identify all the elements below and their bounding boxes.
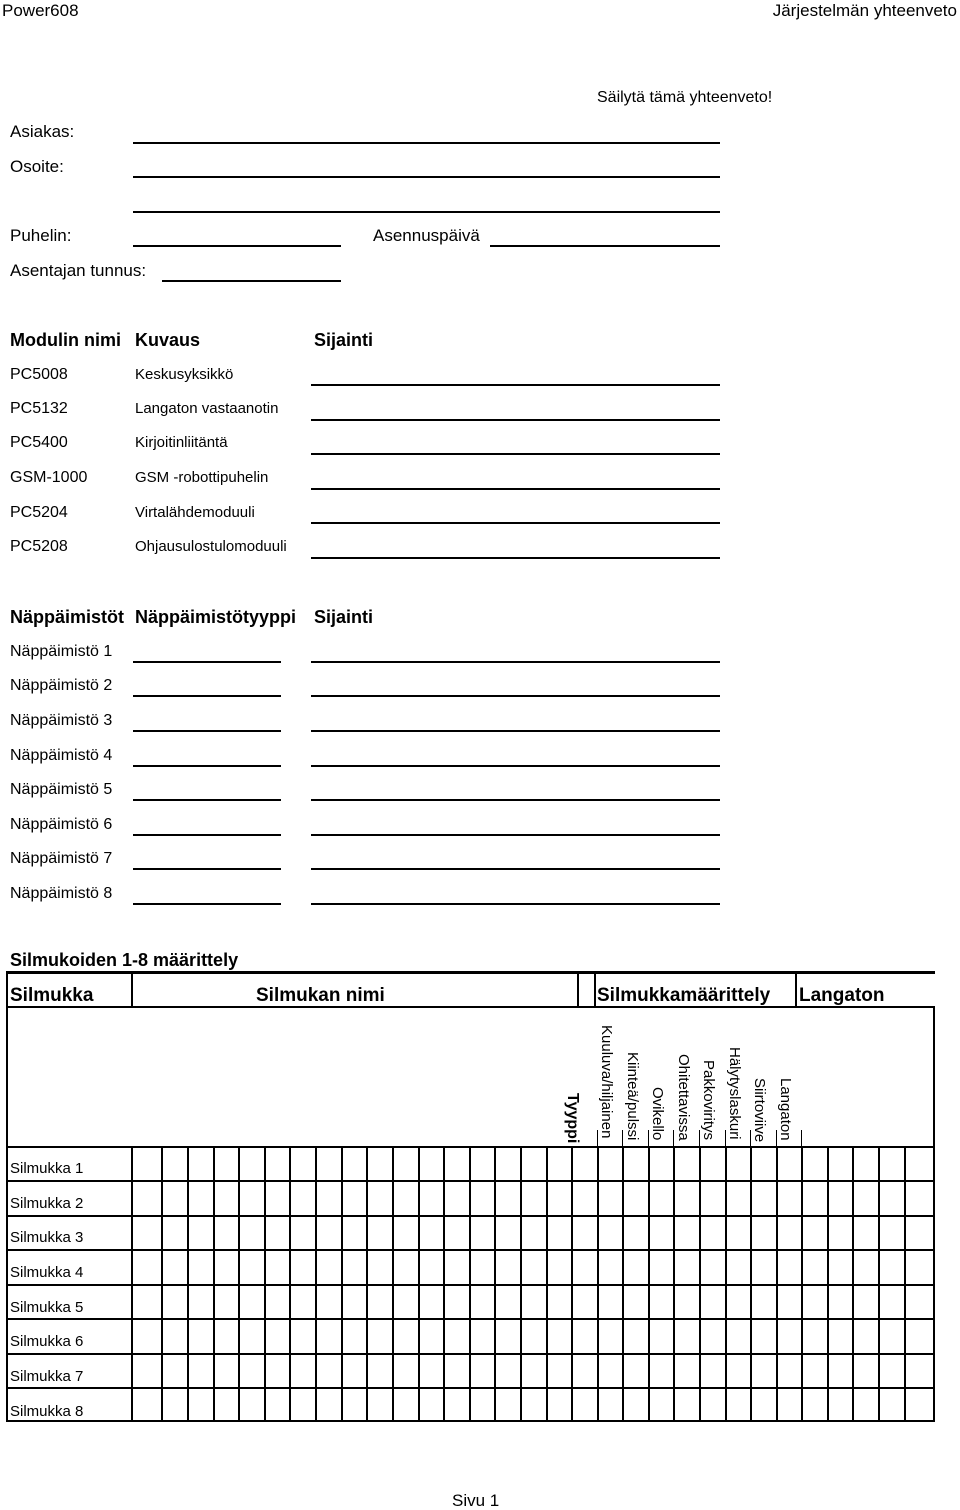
col-header-swinger: Hälytyslaskuri [726,1047,743,1140]
phone-field[interactable] [133,245,341,247]
zones-table-right-border [933,1006,935,1422]
header-column-divider [801,1130,802,1146]
keypad-location-field[interactable] [311,730,720,732]
zone-column-divider [187,1146,189,1422]
zone-column-divider [469,1146,471,1422]
zone-column-divider [878,1146,880,1422]
zone-label: Silmukka 3 [10,1229,84,1246]
keypad-label: Näppäimistö 2 [10,677,113,694]
zones-header-definition: Silmukkamäärittely [597,985,771,1006]
keypad-location-field[interactable] [311,903,720,905]
zone-column-divider [827,1146,829,1422]
keypad-type-field[interactable] [133,834,281,836]
zones-header-separator [577,971,579,1007]
zone-column-divider [801,1146,803,1422]
col-header-bypassable: Ohitettavissa [675,1054,692,1141]
zone-column-divider [238,1146,240,1422]
module-name: GSM-1000 [10,469,88,486]
keypads-header-location: Sijainti [314,607,374,627]
header-column-divider [776,1130,777,1146]
header-column-divider [648,1130,649,1146]
keypad-type-field[interactable] [133,868,281,870]
keep-summary-note: Säilytä tämä yhteenveto! [597,89,773,106]
page-number: Sivu 1 [452,1491,500,1510]
zone-column-divider [289,1146,291,1422]
zones-title: Silmukoiden 1-8 määrittely [10,950,239,970]
installer-field[interactable] [162,280,341,282]
zone-column-divider [161,1146,163,1422]
keypad-label: Näppäimistö 6 [10,816,113,833]
keypad-label: Näppäimistö 8 [10,885,113,902]
module-desc: Langaton vastaanotin [135,400,279,417]
zones-header-separator [795,971,797,1007]
keypad-type-field[interactable] [133,730,281,732]
col-header-transmission-delay: Siirtoviive [751,1078,768,1143]
keypads-header-type: Näppäimistötyyppi [135,607,297,627]
col-header-steady-pulsed: Kiinteä/pulssi [624,1052,641,1141]
keypad-location-field[interactable] [311,695,720,697]
header-column-divider [750,1130,751,1146]
address-field-2[interactable] [133,211,720,213]
zone-column-divider [571,1146,573,1422]
zone-column-divider [904,1146,906,1422]
zone-column-divider [648,1146,650,1422]
module-desc: Virtalähdemoduuli [135,504,255,521]
keypad-location-field[interactable] [311,765,720,767]
module-desc: Kirjoitinliitäntä [135,434,228,451]
zone-column-divider [750,1146,752,1422]
module-location-field[interactable] [311,557,720,559]
module-location-field[interactable] [311,522,720,524]
module-location-field[interactable] [311,384,720,386]
header-column-divider [673,1130,674,1146]
zones-header-zone: Silmukka [10,985,94,1006]
zones-header-name: Silmukan nimi [256,985,385,1006]
module-desc: Keskusyksikkö [135,366,234,383]
module-name: PC5208 [10,538,68,555]
zone-column-divider [213,1146,215,1422]
module-name: PC5008 [10,366,68,383]
header-right: Järjestelmän yhteenveto [772,1,957,20]
zone-column-divider [673,1146,675,1422]
col-header-force-arm: Pakkoviritys [700,1060,717,1141]
address-field-1[interactable] [133,176,720,178]
zone-column-divider [546,1146,548,1422]
zone-column-divider [597,1146,599,1422]
keypad-type-field[interactable] [133,765,281,767]
modules-header-location: Sijainti [314,330,374,350]
zone-column-divider [725,1146,727,1422]
keypad-label: Näppäimistö 4 [10,747,113,764]
keypad-location-field[interactable] [311,661,720,663]
zone-column-divider [699,1146,701,1422]
client-field[interactable] [133,142,720,144]
header-column-divider [725,1130,726,1146]
zone-label: Silmukka 2 [10,1195,84,1212]
keypad-type-field[interactable] [133,695,281,697]
module-desc: Ohjausulostulomoduuli [135,538,287,555]
col-header-type: Tyyppi [564,1093,581,1144]
zones-header-separator [131,971,133,1007]
address-label: Osoite: [10,157,64,176]
header-column-divider [597,1130,598,1146]
zone-label: Silmukka 6 [10,1333,84,1350]
zone-column-divider [494,1146,496,1422]
module-location-field[interactable] [311,453,720,455]
header-column-divider [699,1130,700,1146]
keypad-label: Näppäimistö 3 [10,712,113,729]
install-date-field[interactable] [490,245,720,247]
zone-column-divider [443,1146,445,1422]
zone-column-divider [852,1146,854,1422]
zone-label: Silmukka 5 [10,1299,84,1316]
zone-column-divider [392,1146,394,1422]
zone-column-divider [131,1146,133,1422]
col-header-chime: Ovikello [649,1087,666,1141]
client-label: Asiakas: [10,122,75,141]
zone-column-divider [776,1146,778,1422]
zones-header-separator [594,971,596,1007]
module-desc: GSM -robottipuhelin [135,469,269,486]
zone-column-divider [315,1146,317,1422]
zone-column-divider [622,1146,624,1422]
header-column-divider [622,1130,623,1146]
phone-label: Puhelin: [10,226,72,245]
module-name: PC5132 [10,400,68,417]
zone-column-divider [264,1146,266,1422]
keypad-location-field[interactable] [311,799,720,801]
zone-column-divider [520,1146,522,1422]
zone-label: Silmukka 4 [10,1264,84,1281]
keypad-label: Näppäimistö 5 [10,781,113,798]
zone-label: Silmukka 1 [10,1160,84,1177]
keypad-location-field[interactable] [311,834,720,836]
installer-label: Asentajan tunnus: [10,261,147,280]
zone-label: Silmukka 7 [10,1368,84,1385]
header-left: Power608 [2,1,79,20]
zone-column-divider [418,1146,420,1422]
keypad-label: Näppäimistö 7 [10,850,113,867]
zone-column-divider [366,1146,368,1422]
zone-column-divider [341,1146,343,1422]
module-name: PC5400 [10,434,68,451]
module-location-field[interactable] [311,419,720,421]
modules-header-name: Modulin nimi [10,330,121,350]
keypad-type-field[interactable] [133,903,281,905]
col-header-wireless: Langaton [777,1078,794,1141]
modules-header-desc: Kuvaus [135,330,201,350]
zone-label: Silmukka 8 [10,1403,84,1420]
keypad-type-field[interactable] [133,799,281,801]
keypad-type-field[interactable] [133,661,281,663]
zones-header-wireless: Langaton [799,985,885,1006]
module-location-field[interactable] [311,488,720,490]
col-header-audible-silent: Kuuluva/hiljainen [598,1025,615,1139]
module-name: PC5204 [10,504,68,521]
keypads-header-name: Näppäimistöt [10,607,125,627]
keypad-location-field[interactable] [311,868,720,870]
install-date-label: Asennuspäivä [373,226,480,245]
keypad-label: Näppäimistö 1 [10,643,113,660]
